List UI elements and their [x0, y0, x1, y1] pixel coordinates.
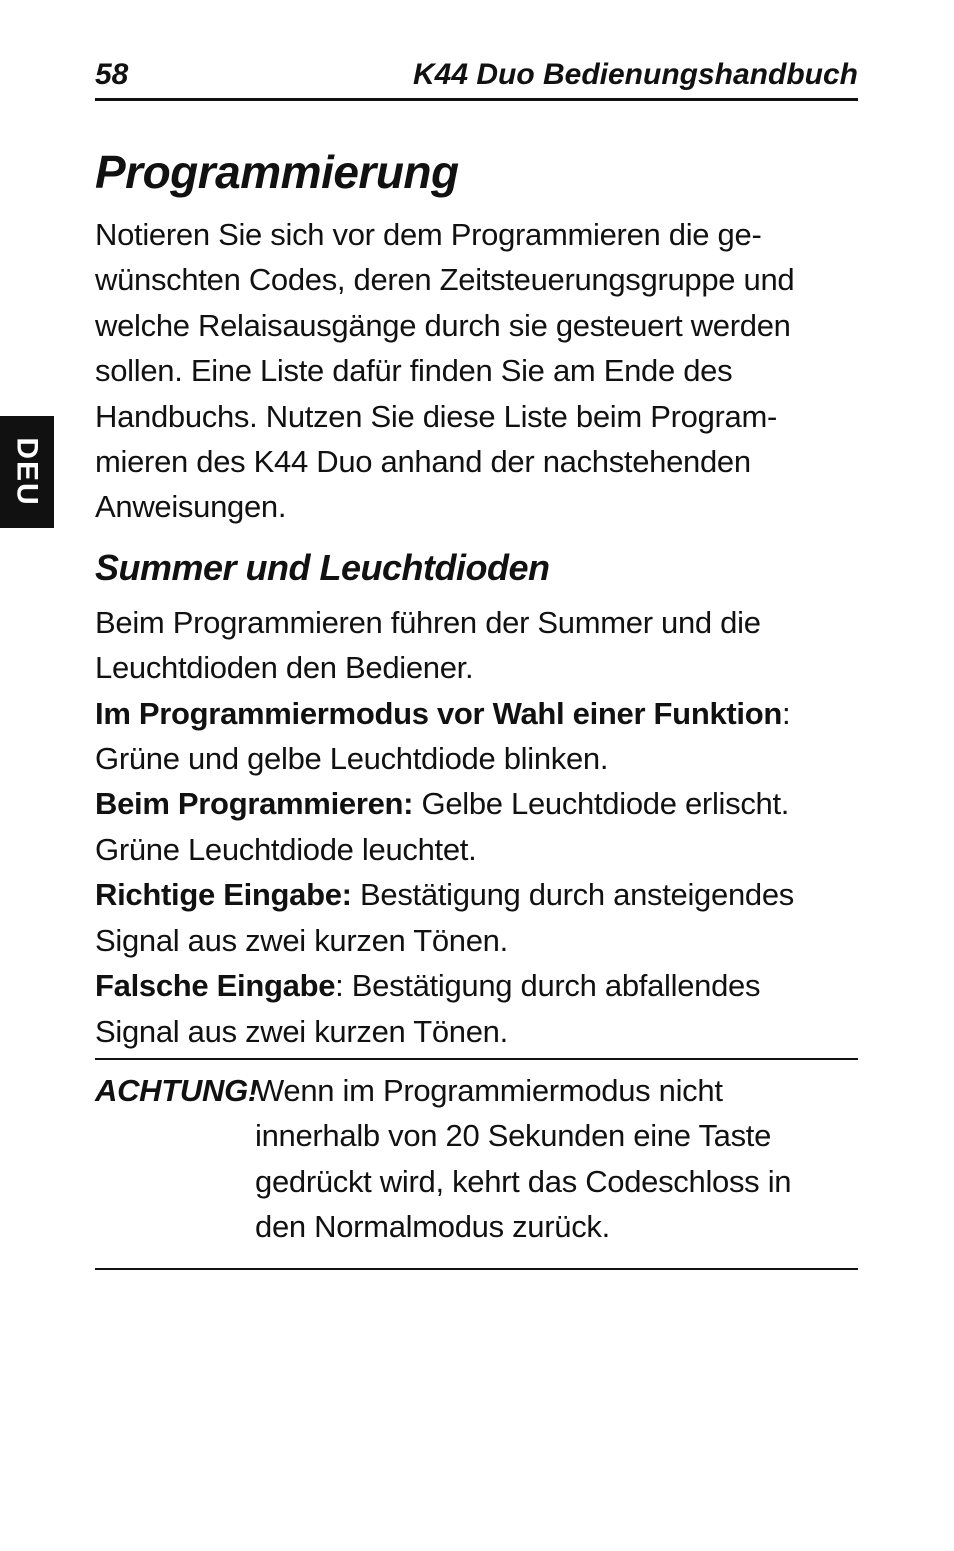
rule-item [95, 872, 858, 963]
language-tab [0, 416, 54, 528]
warning-line: innerhalb von 20 Sekunden eine Taste [255, 1118, 772, 1154]
warning-line: den Normalmodus zurück. [255, 1209, 610, 1245]
page-number: 58 [95, 58, 129, 91]
intro-line: Handbuchs. Nutzen Sie diese Liste beim Program- [95, 398, 778, 434]
running-title: K44 Duo Bedienungshandbuch [412, 58, 858, 91]
rule-line: Grüne Leuchtdiode leuchtet. [95, 831, 477, 867]
section-intro [95, 600, 858, 691]
rule-line: Grüne und gelbe Leuchtdiode blinken. [95, 741, 609, 777]
intro-line: mieren des K44 Duo anhand der nachstehenden [95, 444, 751, 480]
rule-label: Falsche Eingabe [95, 968, 336, 1004]
rule-line [95, 963, 858, 1008]
rule-text: Gelbe Leuchtdiode erlischt. [413, 786, 790, 822]
warning-line: gedrückt wird, kehrt das Codeschloss in [255, 1163, 792, 1199]
language-tab-label: DEU [11, 437, 44, 507]
section-intro-line: Beim Programmieren führen der Summer und die [95, 604, 761, 640]
rule-list [95, 691, 858, 1054]
intro-line: welche Relaisausgänge durch sie gesteuert werden [95, 307, 791, 343]
intro-line: wünschten Codes, deren Zeitsteuerungsgruppe und [95, 262, 795, 298]
section-intro-line: Leuchtdioden den Bediener. [95, 650, 474, 686]
warning-label: ACHTUNG! [95, 1072, 258, 1108]
rule-item [95, 963, 858, 1054]
rule-label: Richtige Eingabe: [95, 877, 352, 913]
intro-paragraph [95, 212, 858, 530]
rule-line [95, 872, 858, 917]
warning-text [255, 1068, 858, 1250]
intro-line: sollen. Eine Liste dafür finden Sie am Ende des [95, 353, 733, 389]
main-content [95, 140, 858, 1270]
intro-line: Anweisungen. [95, 489, 287, 525]
rule-line: Signal aus zwei kurzen Tönen. [95, 1013, 508, 1049]
section-title: Summer und Leuchtdioden [95, 546, 550, 588]
rule-line [95, 691, 858, 736]
rule-text: Bestätigung durch abfallendes [343, 968, 761, 1004]
rule-line: Signal aus zwei kurzen Tönen. [95, 922, 508, 958]
rule-line [95, 781, 858, 826]
warning-line: Wenn im Programmiermodus nicht [255, 1072, 723, 1108]
rule-item [95, 781, 858, 872]
rule-separator: : [782, 695, 791, 731]
page-header [95, 56, 858, 101]
rule-label: Beim Programmieren: [95, 786, 414, 822]
rule-item [95, 691, 858, 782]
intro-line: Notieren Sie sich vor dem Programmieren die ge- [95, 217, 762, 252]
rule-label: Im Programmiermodus vor Wahl einer Funktion [95, 695, 783, 731]
rule-separator: : [335, 968, 344, 1004]
page-title: Programmierung [95, 146, 459, 198]
warning-note [95, 1058, 858, 1270]
rule-text: Bestätigung durch ansteigendes [351, 877, 794, 913]
